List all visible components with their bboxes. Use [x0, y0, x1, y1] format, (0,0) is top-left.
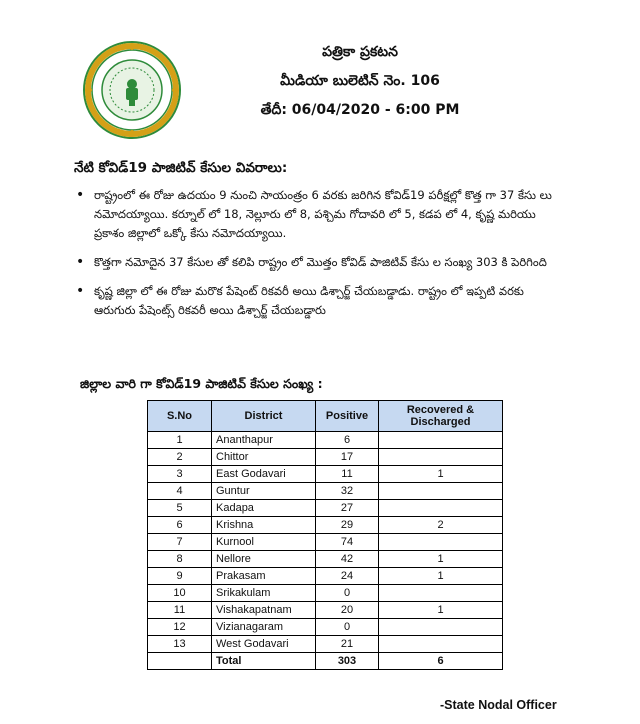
cell-recovered: [379, 483, 503, 500]
bulletin-date-time: తేదీ: 06/04/2020 - 6:00 PM: [260, 102, 460, 118]
table-row: [148, 602, 503, 619]
bullet-item: • రాష్ట్రంలో ఈ రోజు ఉదయం 9 నుంచి సాయంత్రం 6 వరకు జరిగిన కోవిడ్19 పరీక్షల్లో కొత్త గా 37 కేసు లు నమోదయ్యాయి. కర్నూల్ లో 18, నెల్లూరు లో 8, పశ్చిమ గోదావరి లో 5, కడప లో 4, కృష్ణ మరియు ప్రకాశం జిల్లాలో ఒక్కో కేసు నమోదయ్యాయి.: [74, 186, 554, 243]
cell-district: Kurnool: [212, 534, 316, 551]
header-positive: Positive: [316, 401, 379, 432]
table-row: [148, 466, 503, 483]
cell-sno: 13: [148, 636, 212, 653]
cell-positive: 42: [316, 551, 379, 568]
table-row: [148, 500, 503, 517]
cell-positive: 0: [316, 585, 379, 602]
cell-district: Ananthapur: [212, 432, 316, 449]
cell-district: Krishna: [212, 517, 316, 534]
header-district: District: [212, 401, 316, 432]
table-row: [148, 483, 503, 500]
table-row: [148, 449, 503, 466]
cell-positive: 32: [316, 483, 379, 500]
cell-sno: 5: [148, 500, 212, 517]
cell-sno: [148, 653, 212, 670]
bullet-item: • కృష్ణ జిల్లా లో ఈ రోజు మరొక పేషెంట్ రికవరీ అయి డిశ్చార్జ్ చేయబడ్డాడు. రాష్ట్రం లో ఇప్పటి వరకు ఆరుగురు పేషెంట్స్ రికవరీ అయి డిశ్చార్జ్ చేయబడ్డారు: [74, 282, 554, 320]
cell-district: Vizianagaram: [212, 619, 316, 636]
cell-sno: 1: [148, 432, 212, 449]
cell-recovered: [379, 500, 503, 517]
cell-district: Chittor: [212, 449, 316, 466]
cell-positive: 0: [316, 619, 379, 636]
cell-sno: 9: [148, 568, 212, 585]
cell-positive: 11: [316, 466, 379, 483]
cell-recovered: 1: [379, 551, 503, 568]
district-cases-table: [147, 400, 503, 670]
cell-sno: 6: [148, 517, 212, 534]
cell-recovered: [379, 636, 503, 653]
signature: -State Nodal Officer: [440, 698, 557, 712]
cell-district: Kadapa: [212, 500, 316, 517]
cell-recovered: 1: [379, 602, 503, 619]
cell-positive: 20: [316, 602, 379, 619]
table-row: [148, 551, 503, 568]
cell-district: Guntur: [212, 483, 316, 500]
bullet-item: • కొత్తగా నమోదైన 37 కేసుల తో కలిపి రాష్ట్రం లో మొత్తం కోవిడ్ పాజిటివ్ కేసు ల సంఖ్య 303 కి పెరిగింది: [74, 253, 554, 272]
cell-positive: 29: [316, 517, 379, 534]
press-release-heading: పత్రికా ప్రకటన: [322, 44, 398, 60]
cell-positive: 6: [316, 432, 379, 449]
cell-sno: 7: [148, 534, 212, 551]
cell-district: Vishakapatnam: [212, 602, 316, 619]
table-row: [148, 534, 503, 551]
cell-positive: 74: [316, 534, 379, 551]
header-sno: S.No: [148, 401, 212, 432]
ap-state-emblem-icon: [82, 40, 182, 140]
cell-recovered: [379, 619, 503, 636]
cell-sno: 10: [148, 585, 212, 602]
cell-sno: 3: [148, 466, 212, 483]
cell-recovered: [379, 534, 503, 551]
table-row: [148, 585, 503, 602]
header-recovered: Recovered & Discharged: [379, 401, 503, 432]
cell-positive: 17: [316, 449, 379, 466]
cell-district: West Godavari: [212, 636, 316, 653]
cell-positive: 21: [316, 636, 379, 653]
table-row: [148, 517, 503, 534]
table-row: [148, 568, 503, 585]
cell-recovered: 1: [379, 568, 503, 585]
table-row: [148, 636, 503, 653]
cell-recovered: 1: [379, 466, 503, 483]
table-total-row: [148, 653, 503, 670]
cell-recovered: [379, 585, 503, 602]
cell-sno: 11: [148, 602, 212, 619]
table-row: [148, 432, 503, 449]
cell-district: Srikakulam: [212, 585, 316, 602]
cell-sno: 2: [148, 449, 212, 466]
cell-recovered: [379, 449, 503, 466]
cell-recovered: 2: [379, 517, 503, 534]
cell-total-label: Total: [212, 653, 316, 670]
cell-district: Nellore: [212, 551, 316, 568]
cell-total-recovered: 6: [379, 653, 503, 670]
cell-sno: 8: [148, 551, 212, 568]
table-header-row: [148, 401, 503, 432]
cell-positive: 27: [316, 500, 379, 517]
bulletin-number: మీడియా బులెటిన్ నెం. 106: [280, 73, 440, 89]
cell-recovered: [379, 432, 503, 449]
cell-positive: 24: [316, 568, 379, 585]
cell-district: Prakasam: [212, 568, 316, 585]
table-row: [148, 619, 503, 636]
cell-total-positive: 303: [316, 653, 379, 670]
cell-sno: 12: [148, 619, 212, 636]
section-title: నేటి కోవిడ్19 పాజిటివ్ కేసుల వివరాలు:: [74, 160, 288, 176]
cell-sno: 4: [148, 483, 212, 500]
bullet-list: [74, 186, 554, 330]
cell-district: East Godavari: [212, 466, 316, 483]
table-title: జిల్లాల వారి గా కోవిడ్19 పాజిటివ్ కేసుల సంఖ్య :: [80, 376, 323, 391]
